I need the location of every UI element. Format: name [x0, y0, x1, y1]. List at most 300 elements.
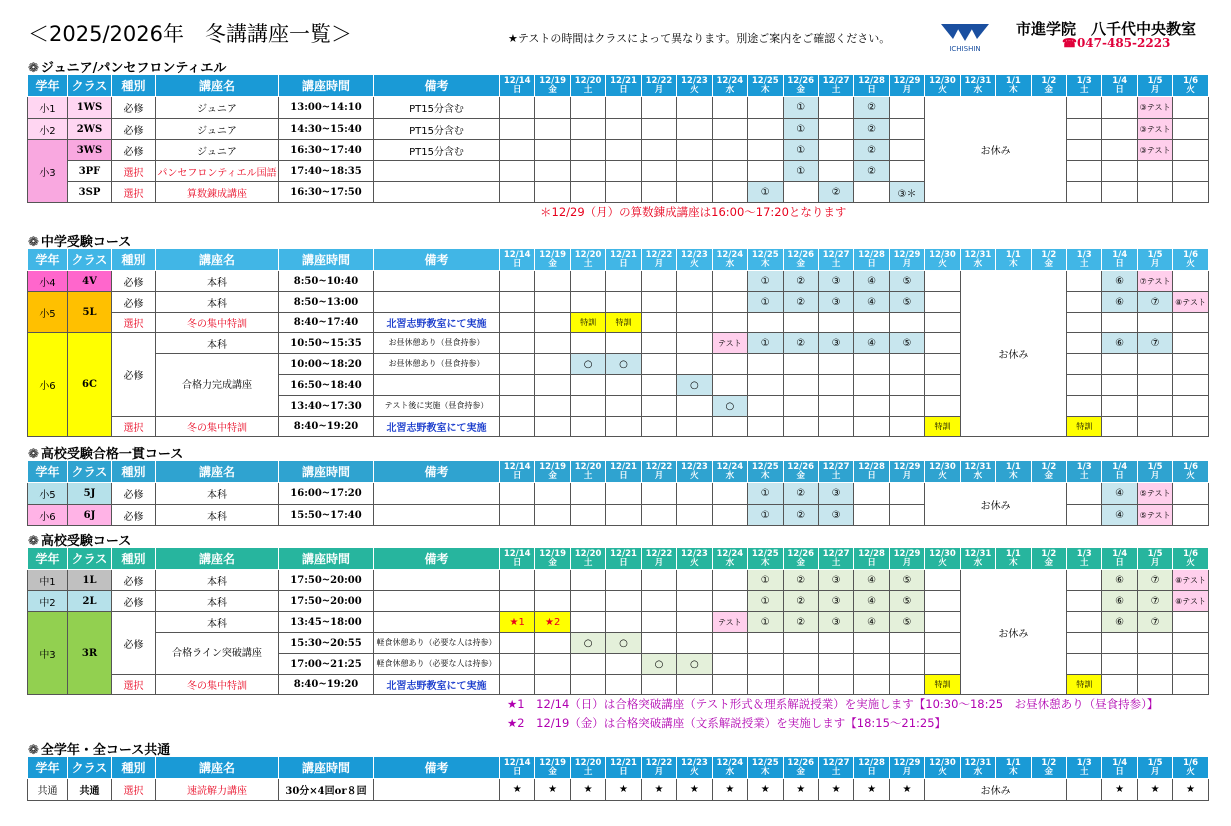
cell-remark: 北習志野教室にて実施: [374, 675, 500, 695]
schedule-cell: ④: [854, 570, 889, 591]
date-header: 12/28 日: [854, 757, 889, 779]
schedule-cell: ②: [783, 570, 818, 591]
schedule-cell: ③: [818, 483, 853, 505]
schedule-cell: [1102, 354, 1137, 375]
schedule-cell: [783, 354, 818, 375]
schedule-cell: 特訓: [1067, 417, 1102, 437]
schedule-cell: [1067, 779, 1102, 801]
cell-time: 8:50~10:40: [279, 271, 374, 292]
schedule-cell: [748, 97, 783, 119]
schedule-cell: [606, 140, 641, 161]
schedule-cell: [1173, 375, 1208, 396]
schedule-cell: [641, 675, 676, 695]
schedule-table-chugaku: [27, 248, 1209, 437]
date-header: 1/5 月: [1137, 461, 1172, 483]
schedule-cell: [818, 675, 853, 695]
schedule-cell: [535, 140, 570, 161]
schedule-cell: [1173, 161, 1208, 182]
page-title: ＜2025/2026年 冬講講座一覧＞: [28, 22, 352, 46]
cell-course: 合格ライン突破講座: [156, 633, 279, 675]
footnote-junior: ＊12/29（月）の算数錬成講座は16:00～17:20となります: [540, 205, 847, 219]
schedule-cell: [1102, 97, 1137, 119]
schedule-cell: [1173, 483, 1208, 505]
schedule-cell: [500, 292, 535, 313]
cell-time: 8:50~13:00: [279, 292, 374, 313]
column-header: 学年: [28, 548, 68, 570]
schedule-cell: [535, 505, 570, 526]
cell-grade: 中2: [28, 591, 68, 612]
cell-remark: PT15分含む: [374, 97, 500, 119]
schedule-cell: [818, 313, 853, 333]
schedule-cell: [748, 417, 783, 437]
schedule-cell: [1137, 417, 1172, 437]
holiday-block: お休み: [925, 97, 1067, 203]
schedule-cell: ⑥: [1102, 333, 1137, 354]
cell-type: 選択: [112, 779, 156, 801]
schedule-cell: ①: [748, 292, 783, 313]
date-header: 12/26 金: [783, 548, 818, 570]
column-header: 学年: [28, 75, 68, 97]
schedule-cell: [1067, 292, 1102, 313]
schedule-cell: ④: [1102, 505, 1137, 526]
cell-time: 13:45~18:00: [279, 612, 374, 633]
schedule-cell: [1102, 119, 1137, 140]
date-header: 1/2 金: [1031, 548, 1066, 570]
date-header: 1/6 火: [1173, 75, 1208, 97]
column-header: 備考: [374, 757, 500, 779]
schedule-cell: [677, 591, 712, 612]
schedule-cell: [889, 140, 924, 161]
column-header: 講座時間: [279, 75, 374, 97]
cell-time: 16:30~17:40: [279, 140, 374, 161]
schedule-cell: ⑦: [1137, 570, 1172, 591]
schedule-cell: [818, 97, 853, 119]
date-header: 12/31 水: [960, 461, 995, 483]
schedule-cell: [1137, 182, 1172, 203]
date-header: 12/24 水: [712, 461, 747, 483]
column-header: クラス: [68, 548, 112, 570]
cell-time: 13:40~17:30: [279, 396, 374, 417]
schedule-table-koko: [27, 547, 1209, 695]
date-header: 1/4 日: [1102, 75, 1137, 97]
date-header: 1/1 木: [996, 75, 1031, 97]
column-header: 備考: [374, 548, 500, 570]
cell-cls: 3PF: [68, 161, 112, 182]
schedule-cell: [712, 119, 747, 140]
schedule-cell: [535, 396, 570, 417]
schedule-cell: [748, 675, 783, 695]
schedule-cell: [818, 140, 853, 161]
schedule-cell: [1137, 675, 1172, 695]
date-header: 12/27 土: [818, 249, 853, 271]
column-header: 講座時間: [279, 757, 374, 779]
schedule-cell: [1067, 161, 1102, 182]
schedule-cell: ④: [854, 591, 889, 612]
schedule-cell: ⑥: [1102, 570, 1137, 591]
schedule-cell: [1067, 271, 1102, 292]
schedule-cell: ③: [818, 570, 853, 591]
section-title-chugaku: ❁ 中学受験コース: [28, 235, 132, 250]
column-header: 学年: [28, 757, 68, 779]
cell-cls: 3SP: [68, 182, 112, 203]
schedule-cell: ③テスト: [1137, 119, 1172, 140]
schedule-cell: ②: [783, 333, 818, 354]
schedule-cell: [677, 396, 712, 417]
schedule-cell: [925, 654, 960, 675]
schedule-cell: [925, 271, 960, 292]
schedule-cell: [500, 675, 535, 695]
table-header-row: [28, 249, 1209, 271]
schedule-cell: [677, 140, 712, 161]
date-header: 12/26 金: [783, 75, 818, 97]
schedule-cell: [1067, 483, 1102, 505]
column-header: 講座名: [156, 548, 279, 570]
cell-remark: [374, 779, 500, 801]
schedule-cell: [606, 675, 641, 695]
date-header: 1/2 金: [1031, 249, 1066, 271]
cell-remark: [374, 612, 500, 633]
schedule-cell: ②: [854, 140, 889, 161]
schedule-cell: ①: [748, 483, 783, 505]
schedule-cell: ⑦: [1137, 591, 1172, 612]
schedule-cell: [1102, 182, 1137, 203]
cell-course: 冬の集中特訓: [156, 417, 279, 437]
schedule-cell: [677, 354, 712, 375]
date-header: 12/27 土: [818, 75, 853, 97]
schedule-cell: [1067, 570, 1102, 591]
schedule-cell: [854, 182, 889, 203]
cell-remark: 北習志野教室にて実施: [374, 417, 500, 437]
cell-grade: 中3: [28, 612, 68, 695]
cell-time: 8:40~19:20: [279, 675, 374, 695]
schedule-cell: [535, 354, 570, 375]
schedule-cell: [854, 675, 889, 695]
schedule-cell: [641, 570, 676, 591]
date-header: 12/31 水: [960, 249, 995, 271]
schedule-cell: ①: [748, 333, 783, 354]
cell-remark: 北習志野教室にて実施: [374, 313, 500, 333]
schedule-cell: [925, 633, 960, 654]
schedule-cell: [1137, 313, 1172, 333]
schedule-cell: [535, 161, 570, 182]
schedule-cell: [1102, 633, 1137, 654]
cell-remark: [374, 483, 500, 505]
date-header: 12/29 月: [889, 249, 924, 271]
cell-cls: 5L: [68, 292, 112, 333]
schedule-cell: [1173, 417, 1208, 437]
cell-cls: 4V: [68, 271, 112, 292]
schedule-cell: ⑤: [889, 271, 924, 292]
cell-cls: 1L: [68, 570, 112, 591]
schedule-cell: ★: [712, 779, 747, 801]
cell-cls: 共通: [68, 779, 112, 801]
section-title-ikkan: ❁ 高校受験合格一貫コース: [28, 447, 184, 462]
schedule-cell: [677, 675, 712, 695]
date-header: 1/2 金: [1031, 75, 1066, 97]
schedule-cell: ○: [677, 654, 712, 675]
schedule-cell: ③: [818, 591, 853, 612]
cell-time: 8:40~17:40: [279, 313, 374, 333]
schedule-cell: [500, 271, 535, 292]
schedule-cell: [641, 505, 676, 526]
schedule-cell: [570, 140, 605, 161]
date-header: 1/5 月: [1137, 757, 1172, 779]
schedule-cell: ⑥: [1102, 292, 1137, 313]
schedule-cell: [1102, 161, 1137, 182]
cell-course: 冬の集中特訓: [156, 675, 279, 695]
schedule-cell: [570, 271, 605, 292]
cell-time: 10:50~15:35: [279, 333, 374, 354]
schedule-cell: [677, 333, 712, 354]
schedule-cell: [712, 483, 747, 505]
schedule-cell: ①: [748, 570, 783, 591]
schedule-cell: ⑥: [1102, 612, 1137, 633]
schedule-cell: [783, 633, 818, 654]
cell-cls: 3WS: [68, 140, 112, 161]
schedule-cell: ★: [500, 779, 535, 801]
date-header: 12/30 火: [925, 548, 960, 570]
schedule-cell: [1102, 654, 1137, 675]
date-header: 1/6 火: [1173, 461, 1208, 483]
date-header: 12/24 水: [712, 757, 747, 779]
schedule-cell: ①: [748, 591, 783, 612]
schedule-cell: [1067, 654, 1102, 675]
schedule-cell: [606, 483, 641, 505]
schedule-cell: [925, 396, 960, 417]
schedule-cell: [889, 417, 924, 437]
schedule-cell: [1102, 396, 1137, 417]
schedule-cell: [641, 375, 676, 396]
schedule-cell: [889, 654, 924, 675]
date-header: 12/29 月: [889, 548, 924, 570]
cell-time: 17:40~18:35: [279, 161, 374, 182]
schedule-cell: ★: [606, 779, 641, 801]
cell-type: 必修: [112, 119, 156, 140]
cell-course: 本科: [156, 292, 279, 313]
date-header: 1/1 木: [996, 757, 1031, 779]
schedule-cell: [854, 417, 889, 437]
schedule-cell: [889, 675, 924, 695]
schedule-cell: [1067, 396, 1102, 417]
schedule-cell: ⑥: [1102, 271, 1137, 292]
date-header: 12/21 日: [606, 249, 641, 271]
schedule-cell: [500, 591, 535, 612]
schedule-cell: [677, 313, 712, 333]
schedule-cell: [535, 483, 570, 505]
schedule-cell: [1067, 333, 1102, 354]
column-header: クラス: [68, 75, 112, 97]
schedule-cell: ③＊: [889, 182, 924, 203]
schedule-cell: [641, 119, 676, 140]
schedule-cell: [1173, 675, 1208, 695]
schedule-cell: [677, 119, 712, 140]
schedule-cell: ⑧テスト: [1173, 570, 1208, 591]
schedule-cell: ⑦: [1137, 612, 1172, 633]
cell-cls: 6C: [68, 333, 112, 437]
schedule-cell: ★: [1173, 779, 1208, 801]
schedule-cell: ⑥: [1102, 591, 1137, 612]
schedule-cell: [641, 612, 676, 633]
schedule-cell: [1102, 675, 1137, 695]
schedule-cell: ④: [854, 271, 889, 292]
schedule-cell: [641, 483, 676, 505]
schedule-cell: [783, 396, 818, 417]
column-header: 講座時間: [279, 461, 374, 483]
schedule-cell: [500, 97, 535, 119]
table-row: [28, 779, 1209, 801]
schedule-cell: [535, 417, 570, 437]
cell-type: 選択: [112, 417, 156, 437]
cell-time: 30分×4回or８回: [279, 779, 374, 801]
cell-type: 必修: [112, 591, 156, 612]
schedule-cell: [818, 633, 853, 654]
cell-remark: 軽食休憩あり（必要な人は持参）: [374, 654, 500, 675]
cell-course: ジュニア: [156, 97, 279, 119]
schedule-cell: [535, 570, 570, 591]
date-header: 12/21 日: [606, 75, 641, 97]
schedule-cell: [712, 654, 747, 675]
schedule-cell: ⑧テスト: [1173, 292, 1208, 313]
schedule-cell: [748, 313, 783, 333]
cell-cls: 2WS: [68, 119, 112, 140]
cell-time: 15:30~20:55: [279, 633, 374, 654]
cell-time: 15:50~17:40: [279, 505, 374, 526]
cell-course: パンセフロンティエル国語: [156, 161, 279, 182]
schedule-cell: [535, 591, 570, 612]
schedule-cell: [783, 313, 818, 333]
schedule-cell: [1067, 633, 1102, 654]
schedule-cell: [677, 612, 712, 633]
schedule-cell: ★1: [500, 612, 535, 633]
schedule-cell: [500, 375, 535, 396]
date-header: 12/25 木: [748, 75, 783, 97]
date-header: 12/14 日: [500, 461, 535, 483]
schedule-cell: [818, 161, 853, 182]
schedule-cell: [570, 654, 605, 675]
schedule-cell: [1067, 140, 1102, 161]
schedule-cell: [1137, 161, 1172, 182]
schedule-cell: [1173, 97, 1208, 119]
schedule-cell: [712, 182, 747, 203]
schedule-cell: [925, 591, 960, 612]
cell-time: 14:30~15:40: [279, 119, 374, 140]
schedule-cell: [818, 417, 853, 437]
date-header: 12/31 水: [960, 757, 995, 779]
date-header: 1/6 火: [1173, 249, 1208, 271]
schedule-cell: [606, 612, 641, 633]
schedule-cell: [748, 119, 783, 140]
date-header: 12/23 火: [677, 461, 712, 483]
date-header: 12/20 土: [570, 249, 605, 271]
schedule-cell: [641, 292, 676, 313]
cell-type: 必修: [112, 271, 156, 292]
schedule-cell: [500, 161, 535, 182]
cell-type: 必修: [112, 483, 156, 505]
schedule-cell: ★: [641, 779, 676, 801]
cell-course: 本科: [156, 591, 279, 612]
schedule-cell: [854, 483, 889, 505]
date-header: 12/20 土: [570, 75, 605, 97]
schedule-cell: ★: [1102, 779, 1137, 801]
schedule-cell: [712, 354, 747, 375]
date-header: 12/20 土: [570, 461, 605, 483]
date-header: 12/22 月: [641, 75, 676, 97]
schedule-cell: [854, 633, 889, 654]
cell-grade: 小1: [28, 97, 68, 119]
cell-course: 合格力完成講座: [156, 354, 279, 417]
schedule-cell: ○: [606, 633, 641, 654]
schedule-cell: ★: [748, 779, 783, 801]
schedule-cell: [535, 313, 570, 333]
date-header: 1/3 土: [1067, 75, 1102, 97]
cell-remark: [374, 271, 500, 292]
schedule-cell: [606, 119, 641, 140]
table-header-row: [28, 461, 1209, 483]
schedule-cell: [570, 182, 605, 203]
cell-grade: 小5: [28, 292, 68, 333]
schedule-cell: ③: [818, 505, 853, 526]
holiday-block: お休み: [960, 271, 1066, 437]
cell-cls: 6J: [68, 505, 112, 526]
schedule-cell: [889, 633, 924, 654]
date-header: 12/21 日: [606, 548, 641, 570]
column-header: 種別: [112, 548, 156, 570]
schedule-cell: ○: [712, 396, 747, 417]
schedule-cell: [783, 654, 818, 675]
date-header: 12/27 土: [818, 757, 853, 779]
date-header: 1/1 木: [996, 461, 1031, 483]
schedule-cell: [606, 97, 641, 119]
cell-course: 本科: [156, 612, 279, 633]
schedule-cell: [641, 140, 676, 161]
schedule-cell: [1067, 119, 1102, 140]
schedule-cell: [1173, 612, 1208, 633]
cell-time: 16:50~18:40: [279, 375, 374, 396]
schedule-cell: [500, 313, 535, 333]
schedule-cell: [1102, 140, 1137, 161]
cell-type: 必修: [112, 292, 156, 313]
schedule-cell: ①: [748, 612, 783, 633]
schedule-cell: [783, 182, 818, 203]
date-header: 12/21 日: [606, 757, 641, 779]
section-title-koko: ❁ 高校受験コース: [28, 534, 132, 549]
schedule-cell: ○: [641, 654, 676, 675]
schedule-cell: [641, 333, 676, 354]
date-header: 12/22 月: [641, 249, 676, 271]
schedule-cell: ②: [854, 97, 889, 119]
date-header: 12/22 月: [641, 548, 676, 570]
cell-course: 本科: [156, 505, 279, 526]
holiday-block: お休み: [925, 779, 1067, 801]
cell-type: 選択: [112, 161, 156, 182]
schedule-cell: [677, 570, 712, 591]
schedule-cell: [677, 483, 712, 505]
schedule-cell: ④: [854, 292, 889, 313]
schedule-cell: ★: [818, 779, 853, 801]
schedule-cell: [535, 182, 570, 203]
table-row: [28, 570, 1209, 591]
cell-time: 16:00~17:20: [279, 483, 374, 505]
schedule-cell: [854, 313, 889, 333]
date-header: 12/27 土: [818, 548, 853, 570]
schedule-cell: [677, 271, 712, 292]
schedule-cell: [641, 354, 676, 375]
schedule-cell: [641, 591, 676, 612]
cell-time: 13:00~14:10: [279, 97, 374, 119]
schedule-cell: [570, 161, 605, 182]
cell-time: 8:40~19:20: [279, 417, 374, 437]
schedule-cell: テスト: [712, 333, 747, 354]
